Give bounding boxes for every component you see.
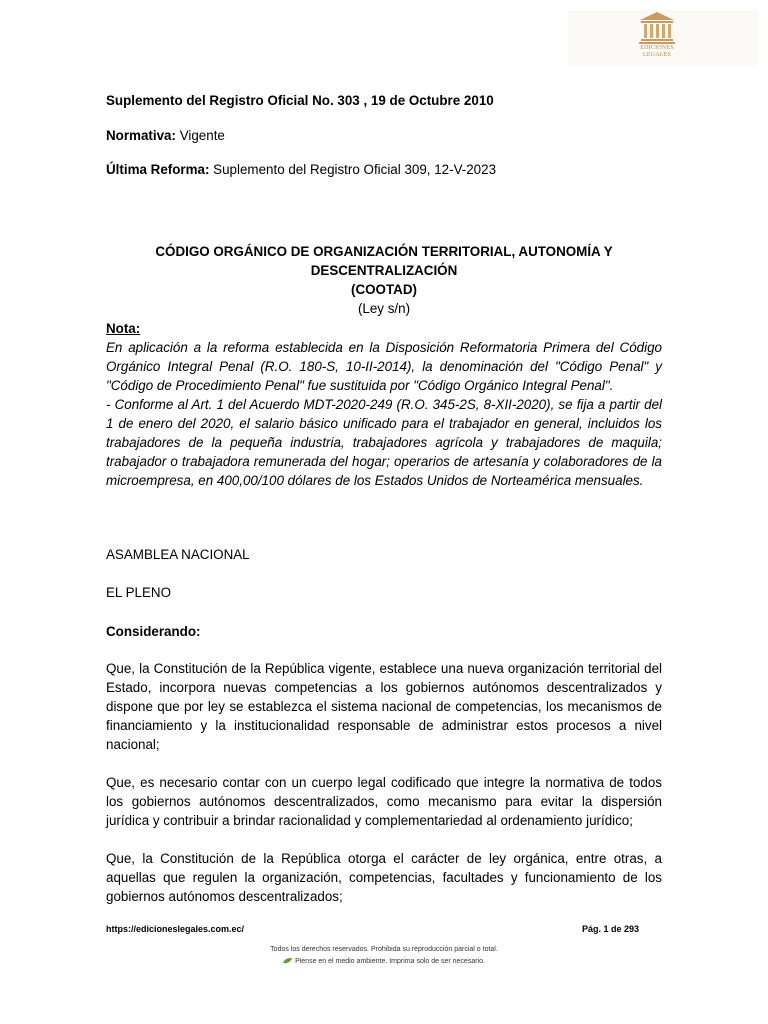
normativa-value: Vigente xyxy=(179,128,225,143)
footer-environment-text: Piense en el medio ambiente. Imprima solo de ser necesario. xyxy=(295,958,485,965)
asamblea-heading: ASAMBLEA NACIONAL xyxy=(106,547,250,562)
considerando-heading: Considerando: xyxy=(106,624,201,639)
considerando-paragraph-1: Que, la Constitución de la República vigente, establece una nueva organización territorial del Estado, incorpora nuevas competencias a los gobiernos autónomos descentralizados y dispone que por ley se establezca el sistema nacional de competencias, los mecanismos de financiamiento y la institucionalidad responsable de administrar estos procesos a nivel nacional; xyxy=(106,661,662,752)
leaf-icon xyxy=(283,958,292,964)
considerando-paragraph-3: Que, la Constitución de la República otorga el carácter de ley orgánica, entre otras, a aquellas que regulen la organización, competencias, facultades y funcionamiento de los gobiernos autónomos descentralizados; xyxy=(106,851,662,904)
supplement-line: Suplemento del Registro Oficial No. 303 , 19 de Octubre 2010 xyxy=(106,93,494,108)
considerando-paragraph-2: Que, es necesario contar con un cuerpo legal codificado que integre la normativa de todos los gobiernos autónomos descentralizados, como mecanismo para evitar la dispersión jurídica y contribuir a brindar racionalidad y complementariedad al ordenamiento jurídico; xyxy=(106,775,662,828)
nota-paragraph-2: - Conforme al Art. 1 del Acuerdo MDT-2020-249 (R.O. 345-2S, 8-XII-2020), se fija a partir del 1 de enero del 2020, el salario básico unificado para el trabajador en general, incluidos los trabajadores de la pequeña industria, trabajadores agrícola y trabajadores de maquila; trabajador o trabajadora remunerada del hogar; operarios de artesanía y colaboradores de la microempresa, en 400,00/100 dólares de los Estados Unidos de Norteamérica mensuales. xyxy=(106,397,662,488)
nota-label: Nota: xyxy=(106,321,141,336)
normativa-line xyxy=(106,126,662,145)
title-line-3: (COOTAD) xyxy=(351,282,417,297)
footer-url-link[interactable]: https://edicioneslegales.com.ec/ xyxy=(106,924,245,934)
pleno-heading: EL PLENO xyxy=(106,585,171,600)
reforma-value: Suplemento del Registro Oficial 309, 12-V-2023 xyxy=(213,162,497,177)
reforma-label: Última Reforma: xyxy=(106,162,210,177)
reforma-line xyxy=(106,160,662,179)
title-line-4: (Ley s/n) xyxy=(357,301,411,316)
normativa-label: Normativa: xyxy=(106,128,176,143)
temple-icon xyxy=(637,10,677,44)
title-line-2: DESCENTRALIZACIÓN xyxy=(310,263,458,278)
footer-environment xyxy=(0,958,768,965)
nota-paragraph-1: En aplicación a la reforma establecida en la Disposición Reformatoria Primera del Código Orgánico Integral Penal (R.O. 180-S, 10-II-2014), la denominación del "Código Penal" y "Código de Procedimiento Penal" fue sustituida por "Código Orgánico Integral Penal". xyxy=(106,340,662,393)
page-number: Pág. 1 de 293 xyxy=(582,924,640,934)
footer-rights: Todos los derechos reservados. Prohibida su reproducción parcial o total. xyxy=(270,946,498,953)
logo-text-2: LEGALES xyxy=(642,52,672,58)
ediciones-legales-logo xyxy=(568,10,758,66)
logo-text-1: EDICIONES xyxy=(640,45,674,51)
title-line-1: CÓDIGO ORGÁNICO DE ORGANIZACIÓN TERRITORIAL, AUTONOMÍA Y xyxy=(155,244,613,259)
